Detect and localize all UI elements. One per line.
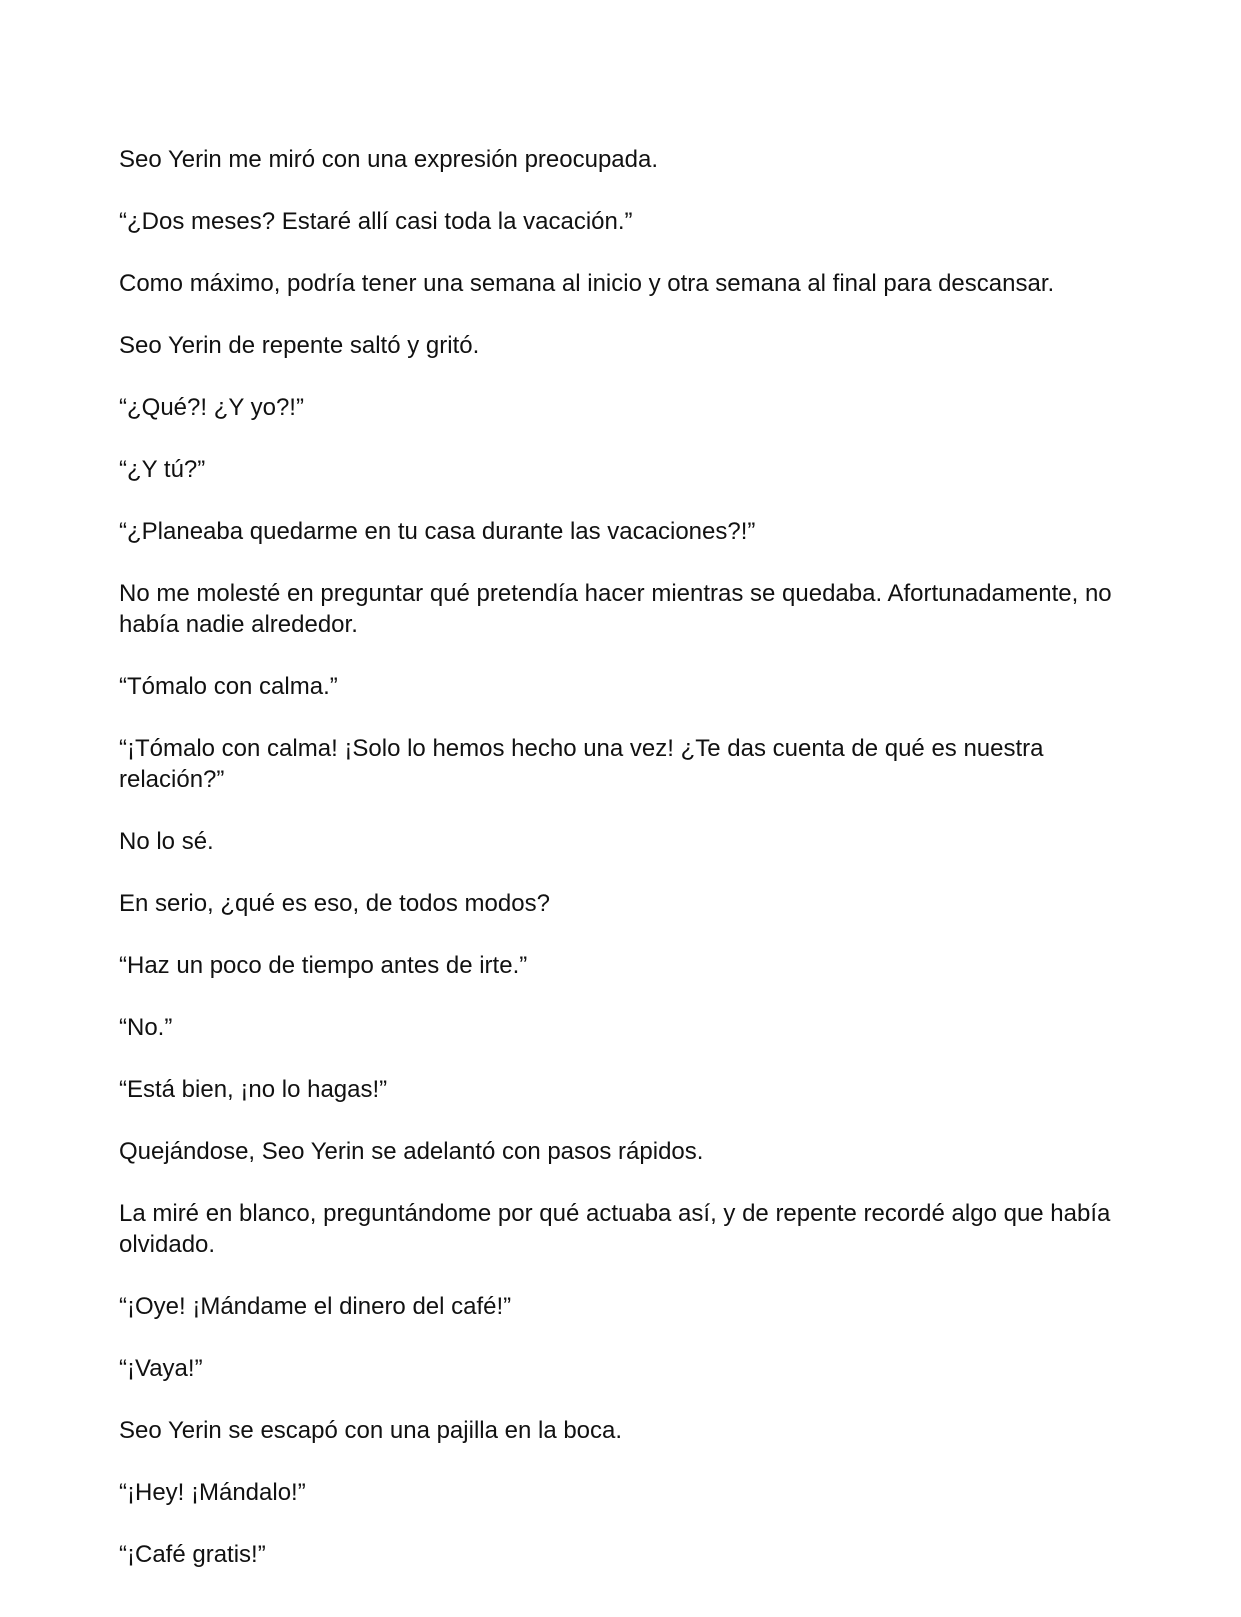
paragraph: Quejándose, Seo Yerin se adelantó con pasos rápidos. xyxy=(119,1138,704,1165)
paragraph: “Tómalo con calma.” xyxy=(119,673,338,700)
paragraph: “¡Café gratis!” xyxy=(119,1541,266,1568)
paragraph: “¡Vaya!” xyxy=(119,1355,203,1382)
paragraph: “Haz un poco de tiempo antes de irte.” xyxy=(119,952,528,979)
paragraph: “No.” xyxy=(119,1014,173,1041)
paragraph: No lo sé. xyxy=(119,828,214,855)
paragraph: Seo Yerin se escapó con una pajilla en la boca. xyxy=(119,1417,623,1444)
document-body xyxy=(119,144,1129,1601)
paragraph: “¡Hey! ¡Mándalo!” xyxy=(119,1479,306,1506)
paragraph: “¿Planeaba quedarme en tu casa durante las vacaciones?!” xyxy=(119,518,756,545)
paragraph: No me molesté en preguntar qué pretendía hacer mientras se quedaba. Afortunadamente, no había nadie alrededor. xyxy=(119,580,1112,638)
paragraph: “¡Oye! ¡Mándame el dinero del café!” xyxy=(119,1293,512,1320)
paragraph: En serio, ¿qué es eso, de todos modos? xyxy=(119,890,550,917)
paragraph: “Está bien, ¡no lo hagas!” xyxy=(119,1076,388,1103)
paragraph: Seo Yerin de repente saltó y gritó. xyxy=(119,332,480,359)
paragraph: Como máximo, podría tener una semana al inicio y otra semana al final para descansar. xyxy=(119,270,1055,297)
paragraph: La miré en blanco, preguntándome por qué actuaba así, y de repente recordé algo que había olvidado. xyxy=(119,1200,1111,1258)
paragraph: Seo Yerin me miró con una expresión preocupada. xyxy=(119,146,659,173)
paragraph: “¡Tómalo con calma! ¡Solo lo hemos hecho una vez! ¿Te das cuenta de qué es nuestra relación?” xyxy=(119,735,1044,793)
paragraph: “¿Y tú?” xyxy=(119,456,206,483)
paragraph: “¿Qué?! ¿Y yo?!” xyxy=(119,394,304,421)
paragraph: “¿Dos meses? Estaré allí casi toda la vacación.” xyxy=(119,208,633,235)
